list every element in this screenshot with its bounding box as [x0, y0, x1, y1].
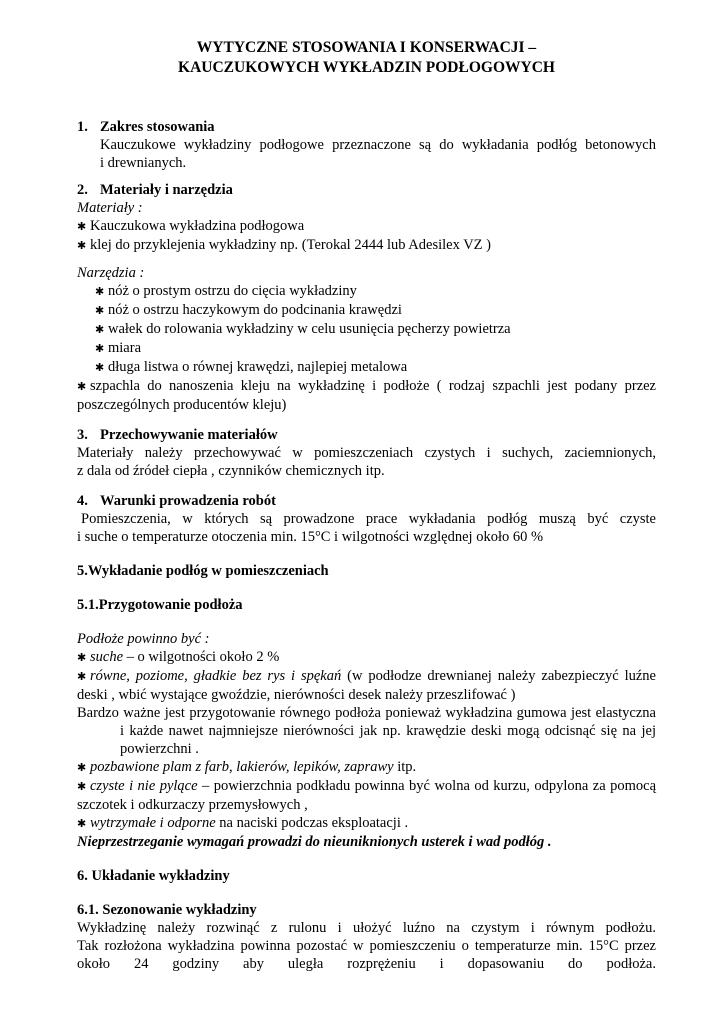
section-1-heading: 1. Zakres stosowania: [77, 119, 215, 135]
substrate-strong: ✱ wytrzymałe i odporne na naciski podczas eksploatacji .: [77, 815, 409, 831]
asterisk-bullet-icon: ✱: [77, 240, 87, 252]
section-3-text-line-2: z dala od źródeł ciepła , czynników chemicznych itp.: [77, 463, 385, 479]
substrate-stains: ✱ pozbawione plam z farb, lakierów, lepików, zaprawy itp.: [77, 759, 417, 775]
substrate-clean-line-2: szczotek i odkurzaczy przemysłowych ,: [77, 797, 308, 813]
section-6-1-text-line-3: około 24 godziny aby uległa rozprężeniu i dopasowaniu do podłoża.: [77, 956, 656, 972]
tools-item: ✱ nóż o ostrzu haczykowym do podcinania krawędzi: [95, 302, 402, 318]
section-5-1-heading: 5.1.Przygotowanie podłoża: [77, 597, 243, 613]
asterisk-bullet-icon: ✱: [95, 324, 105, 336]
asterisk-bullet-icon: ✱: [95, 286, 105, 298]
title-line-1: WYTYCZNE STOSOWANIA I KONSERWACJI –: [196, 39, 537, 56]
substrate-flat-line-2: deski , wbić wystające gwoździe, nierówności desek należy przeszlifować ): [77, 687, 516, 703]
asterisk-bullet-icon: ✱: [77, 671, 87, 683]
asterisk-bullet-icon: ✱: [77, 221, 87, 233]
spatula-line-2: poszczególnych producentów kleju): [77, 397, 287, 413]
tools-label: Narzędzia :: [77, 265, 145, 281]
important-line-2: i każde nawet najmniejsze nierówności jak np. krawędzie deski mogą odcisnąć się na jej: [120, 723, 656, 739]
asterisk-bullet-icon: ✱: [77, 762, 87, 774]
section-6-heading: 6. Układanie wykładziny: [77, 868, 230, 884]
tools-item: ✱ długa listwa o równej krawędzi, najlepiej metalowa: [95, 359, 408, 375]
title-line-2: KAUCZUKOWYCH WYKŁADZIN PODŁOGOWYCH: [178, 59, 555, 76]
substrate-flat-line-1: ✱ równe, poziome, gładkie bez rys i spękań (w podłodze drewnianej należy zabezpieczyć luźne: [77, 668, 656, 684]
substrate-clean-line-1: ✱ czyste i nie pylące – powierzchnia podkładu powinna być wolna od kurzu, odpylona za pomocą: [77, 778, 657, 794]
section-4-heading: 4. Warunki prowadzenia robót: [77, 493, 276, 509]
materials-item: ✱ klej do przyklejenia wykładziny np. (Terokal 2444 lub Adesilex VZ ): [77, 237, 491, 253]
tools-item: ✱ miara: [95, 340, 142, 356]
asterisk-bullet-icon: ✱: [77, 781, 87, 793]
section-3-text-line-1: Materiały należy przechowywać w pomieszczeniach czystych i suchych, zaciemnionych,: [77, 445, 656, 461]
section-1-text-line-2: i drewnianych.: [100, 155, 187, 171]
asterisk-bullet-icon: ✱: [95, 305, 105, 317]
section-6-1-text-line-2: Tak rozłożona wykładzina powinna pozostać w pomieszczeniu o temperaturze min. 15°C przez: [77, 938, 656, 954]
section-2-heading: 2. Materiały i narzędzia: [77, 182, 233, 198]
materials-label: Materiały :: [77, 200, 143, 216]
spatula-line-1: ✱ szpachla do nanoszenia kleju na wykładzinę i podłoże ( rodzaj szpachli jest podany przez: [77, 378, 656, 394]
document-title: [77, 38, 656, 78]
asterisk-bullet-icon: ✱: [77, 818, 87, 830]
section-6-1-heading: 6.1. Sezonowanie wykładziny: [77, 902, 257, 918]
section-4-text-line-2: i suche o temperaturze otoczenia min. 15°C i wilgotności względnej około 60 %: [77, 529, 544, 545]
warning-text: Nieprzestrzeganie wymagań prowadzi do nieuniknionych usterek i wad podłóg .: [77, 834, 552, 850]
section-5-heading: 5.Wykładanie podłóg w pomieszczeniach: [77, 563, 329, 579]
materials-item: ✱ Kauczukowa wykładzina podłogowa: [77, 218, 305, 234]
section-4-text-line-1: Pomieszczenia, w których są prowadzone prace wykładania podłóg muszą być czyste: [81, 511, 656, 527]
tools-item: ✱ wałek do rolowania wykładziny w celu usunięcia pęcherzy powietrza: [95, 321, 511, 337]
asterisk-bullet-icon: ✱: [77, 381, 87, 393]
section-6-1-text-line-1: Wykładzinę należy rozwinąć z rulonu i ułożyć luźno na czystym i równym podłożu.: [77, 920, 656, 936]
important-line-3: powierzchni .: [120, 741, 199, 757]
asterisk-bullet-icon: ✱: [77, 652, 87, 664]
tools-item: ✱ nóż o prostym ostrzu do cięcia wykładziny: [95, 283, 357, 299]
section-3-heading: 3. Przechowywanie materiałów: [77, 427, 278, 443]
substrate-intro: Podłoże powinno być :: [77, 631, 210, 647]
substrate-dry: ✱ suche – o wilgotności około 2 %: [77, 649, 280, 665]
asterisk-bullet-icon: ✱: [95, 362, 105, 374]
section-1-text-line-1: Kauczukowe wykładziny podłogowe przeznaczone są do wykładania podłóg betonowych: [100, 137, 656, 153]
important-line-1: Bardzo ważne jest przygotowanie równego podłoża ponieważ wykładzina gumowa jest elastyczna: [77, 705, 656, 721]
asterisk-bullet-icon: ✱: [95, 343, 105, 355]
